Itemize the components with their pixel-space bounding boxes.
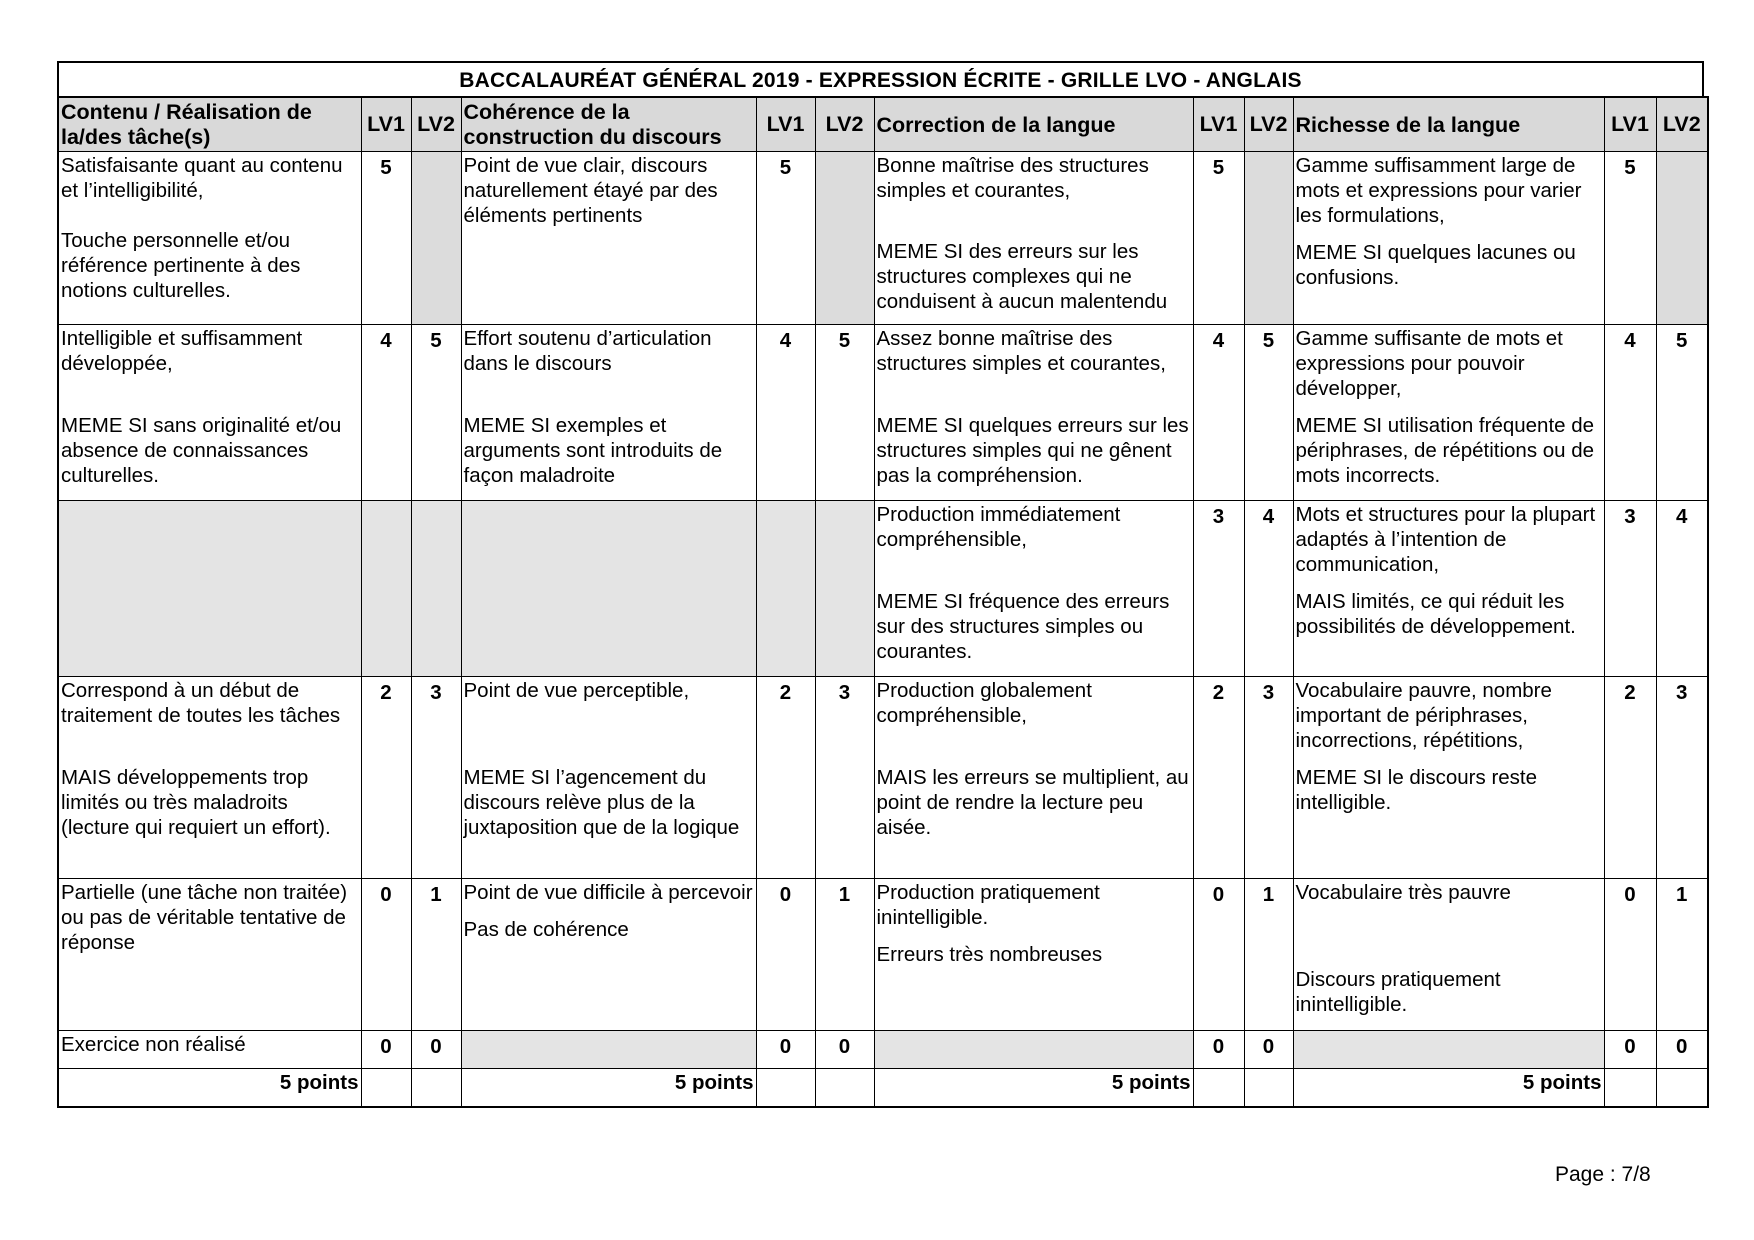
criterion-cell bbox=[1293, 325, 1604, 501]
score-lv1: 0 bbox=[1193, 1031, 1244, 1069]
table-row bbox=[58, 501, 1708, 677]
score-lv2: 4 bbox=[1244, 501, 1293, 677]
criterion-cell bbox=[461, 677, 756, 879]
score-lv1: 3 bbox=[1193, 501, 1244, 677]
criterion-text: Touche personnelle et/ou référence pertinente à des notions culturelles. bbox=[61, 229, 301, 302]
criterion-text: Production globalement compréhensible, bbox=[876, 679, 1092, 727]
criterion-text: Pas de cohérence bbox=[463, 918, 629, 941]
header-lv2: LV2 bbox=[411, 97, 461, 152]
grading-table bbox=[57, 96, 1709, 1108]
score-lv1: 4 bbox=[756, 325, 815, 501]
criterion-text: MAIS les erreurs se multiplient, au point de rendre la lecture peu aisée. bbox=[876, 766, 1189, 839]
score-lv1: 2 bbox=[361, 677, 411, 879]
table-row bbox=[58, 152, 1708, 325]
criterion-text: MEME SI des erreurs sur les structures complexes qui ne conduisent à aucun malentendu bbox=[876, 240, 1168, 313]
document-title: BACCALAURÉAT GÉNÉRAL 2019 - EXPRESSION ÉCRITE - GRILLE LVO - ANGLAIS bbox=[459, 69, 1302, 92]
score-lv2: 1 bbox=[815, 879, 874, 1031]
score-lv2: 3 bbox=[1656, 677, 1708, 879]
criterion-text: Gamme suffisante de mots et expressions pour pouvoir développer, bbox=[1295, 327, 1563, 400]
criterion-cell bbox=[874, 677, 1193, 879]
header-coherence: Cohérence de la construction du discours bbox=[461, 97, 756, 152]
criterion-cell bbox=[1293, 501, 1604, 677]
criterion-text: Mots et structures pour la plupart adaptés à l’intention de communication, bbox=[1295, 503, 1596, 576]
empty-cell bbox=[461, 501, 756, 677]
score-lv2-empty bbox=[411, 152, 461, 325]
total-contenu: 5 points bbox=[58, 1069, 361, 1108]
score-lv1: 5 bbox=[1193, 152, 1244, 325]
header-lv2: LV2 bbox=[1244, 97, 1293, 152]
score-lv1: 5 bbox=[756, 152, 815, 325]
header-lv1: LV1 bbox=[756, 97, 815, 152]
score-lv2-empty bbox=[1244, 152, 1293, 325]
criterion-text: MEME SI fréquence des erreurs sur des structures simples ou courantes. bbox=[876, 590, 1170, 663]
score-lv2: 5 bbox=[815, 325, 874, 501]
criterion-text: Satisfaisante quant au contenu et l’intelligibilité, bbox=[61, 154, 343, 202]
criterion-cell bbox=[1293, 152, 1604, 325]
header-correction: Correction de la langue bbox=[874, 97, 1193, 152]
criterion-text: MEME SI le discours reste intelligible. bbox=[1295, 766, 1538, 814]
empty-cell bbox=[411, 501, 461, 677]
score-lv2: 1 bbox=[1244, 879, 1293, 1031]
empty-cell bbox=[756, 501, 815, 677]
score-lv1: 5 bbox=[1604, 152, 1656, 325]
criterion-text: MEME SI utilisation fréquente de périphrases, de répétitions ou de mots incorrects. bbox=[1295, 414, 1595, 487]
total-blank bbox=[1244, 1069, 1293, 1108]
criterion-text: MEME SI sans originalité et/ou absence de connaissances culturelles. bbox=[61, 414, 342, 487]
criterion-text: Vocabulaire pauvre, nombre important de périphrases, incorrections, répétitions, bbox=[1295, 679, 1552, 752]
criterion-cell bbox=[874, 879, 1193, 1031]
score-lv2: 3 bbox=[1244, 677, 1293, 879]
criterion-text: Vocabulaire très pauvre bbox=[1295, 881, 1511, 904]
criterion-text: MEME SI exemples et arguments sont introduits de façon maladroite bbox=[463, 414, 723, 487]
empty-cell bbox=[874, 1031, 1193, 1069]
score-lv2: 0 bbox=[815, 1031, 874, 1069]
score-lv2: 1 bbox=[1656, 879, 1708, 1031]
total-coherence: 5 points bbox=[461, 1069, 756, 1108]
table-row bbox=[58, 879, 1708, 1031]
criterion-cell bbox=[461, 325, 756, 501]
criterion-text: Effort soutenu d’articulation dans le discours bbox=[463, 327, 712, 375]
total-blank bbox=[1604, 1069, 1656, 1108]
score-lv2: 5 bbox=[411, 325, 461, 501]
criterion-text: Point de vue difficile à percevoir bbox=[463, 881, 753, 904]
criterion-text: Correspond à un début de traitement de toutes les tâches bbox=[61, 679, 341, 727]
score-lv1: 0 bbox=[756, 879, 815, 1031]
grading-grid-document bbox=[57, 61, 1701, 1116]
score-lv1: 4 bbox=[361, 325, 411, 501]
score-lv2: 3 bbox=[411, 677, 461, 879]
score-lv2-empty bbox=[815, 152, 874, 325]
total-blank bbox=[361, 1069, 411, 1108]
criterion-text: MEME SI quelques erreurs sur les structures simples qui ne gênent pas la compréhension. bbox=[876, 414, 1189, 487]
criterion-text: MAIS limités, ce qui réduit les possibilités de développement. bbox=[1295, 590, 1576, 638]
criterion-text: Erreurs très nombreuses bbox=[876, 943, 1103, 966]
criterion-cell bbox=[461, 879, 756, 1031]
empty-cell bbox=[1293, 1031, 1604, 1069]
criterion-cell bbox=[1293, 677, 1604, 879]
table-row bbox=[58, 325, 1708, 501]
empty-cell bbox=[58, 501, 361, 677]
header-lv2: LV2 bbox=[1656, 97, 1708, 152]
header-lv1: LV1 bbox=[1193, 97, 1244, 152]
page-number: Page : 7/8 bbox=[1555, 1163, 1651, 1186]
criterion-text: Intelligible et suffisamment développée, bbox=[61, 327, 303, 375]
total-row bbox=[58, 1069, 1708, 1108]
criterion-text: Point de vue perceptible, bbox=[463, 679, 690, 702]
empty-cell bbox=[461, 1031, 756, 1069]
score-lv1: 3 bbox=[1604, 501, 1656, 677]
score-lv1: 4 bbox=[1604, 325, 1656, 501]
score-lv1: 0 bbox=[361, 1031, 411, 1069]
criterion-cell bbox=[58, 1031, 361, 1069]
criterion-text: Discours pratiquement inintelligible. bbox=[1295, 968, 1501, 1016]
criterion-text: Assez bonne maîtrise des structures simples et courantes, bbox=[876, 327, 1166, 375]
header-lv1: LV1 bbox=[361, 97, 411, 152]
score-lv1: 2 bbox=[1193, 677, 1244, 879]
score-lv2-empty bbox=[1656, 152, 1708, 325]
total-correction: 5 points bbox=[874, 1069, 1193, 1108]
criterion-text: Point de vue clair, discours naturellement étayé par des éléments pertinents bbox=[463, 154, 718, 227]
score-lv2: 0 bbox=[1244, 1031, 1293, 1069]
criterion-cell bbox=[58, 677, 361, 879]
table-row bbox=[58, 677, 1708, 879]
total-blank bbox=[815, 1069, 874, 1108]
score-lv2: 1 bbox=[411, 879, 461, 1031]
criterion-cell bbox=[874, 501, 1193, 677]
total-blank bbox=[1193, 1069, 1244, 1108]
total-blank bbox=[1656, 1069, 1708, 1108]
score-lv1: 4 bbox=[1193, 325, 1244, 501]
empty-cell bbox=[361, 501, 411, 677]
criterion-text: Gamme suffisamment large de mots et expressions pour varier les formulations, bbox=[1295, 154, 1582, 227]
score-lv2: 5 bbox=[1244, 325, 1293, 501]
header-row bbox=[58, 97, 1708, 152]
score-lv1: 0 bbox=[1604, 879, 1656, 1031]
criterion-text: Production immédiatement compréhensible, bbox=[876, 503, 1121, 551]
score-lv1: 2 bbox=[1604, 677, 1656, 879]
criterion-cell bbox=[58, 325, 361, 501]
score-lv1: 5 bbox=[361, 152, 411, 325]
criterion-cell bbox=[58, 879, 361, 1031]
score-lv2: 0 bbox=[1656, 1031, 1708, 1069]
score-lv1: 0 bbox=[361, 879, 411, 1031]
criterion-cell bbox=[58, 152, 361, 325]
criterion-text: Production pratiquement inintelligible. bbox=[876, 881, 1100, 929]
criterion-cell bbox=[461, 152, 756, 325]
score-lv2: 0 bbox=[411, 1031, 461, 1069]
score-lv1: 2 bbox=[756, 677, 815, 879]
score-lv1: 0 bbox=[1193, 879, 1244, 1031]
criterion-cell bbox=[874, 325, 1193, 501]
criterion-cell bbox=[874, 152, 1193, 325]
score-lv2: 3 bbox=[815, 677, 874, 879]
criterion-text: MEME SI l’agencement du discours relève plus de la juxtaposition que de la logique bbox=[463, 766, 740, 839]
score-lv1: 0 bbox=[756, 1031, 815, 1069]
header-lv1: LV1 bbox=[1604, 97, 1656, 152]
total-blank bbox=[411, 1069, 461, 1108]
criterion-text: Partielle (une tâche non traitée) ou pas de véritable tentative de réponse bbox=[61, 881, 348, 954]
total-blank bbox=[756, 1069, 815, 1108]
criterion-text: Bonne maîtrise des structures simples et courantes, bbox=[876, 154, 1149, 202]
score-lv1: 0 bbox=[1604, 1031, 1656, 1069]
score-lv2: 4 bbox=[1656, 501, 1708, 677]
criterion-text: Exercice non réalisé bbox=[61, 1033, 246, 1056]
criterion-text: MEME SI quelques lacunes ou confusions. bbox=[1295, 241, 1576, 289]
header-richesse: Richesse de la langue bbox=[1293, 97, 1604, 152]
header-lv2: LV2 bbox=[815, 97, 874, 152]
table-row bbox=[58, 1031, 1708, 1069]
total-richesse: 5 points bbox=[1293, 1069, 1604, 1108]
criterion-text: MAIS développements trop limités ou très maladroits (lecture qui requiert un effort). bbox=[61, 766, 331, 839]
empty-cell bbox=[815, 501, 874, 677]
criterion-cell bbox=[1293, 879, 1604, 1031]
header-contenu: Contenu / Réalisation de la/des tâche(s) bbox=[58, 97, 361, 152]
score-lv2: 5 bbox=[1656, 325, 1708, 501]
